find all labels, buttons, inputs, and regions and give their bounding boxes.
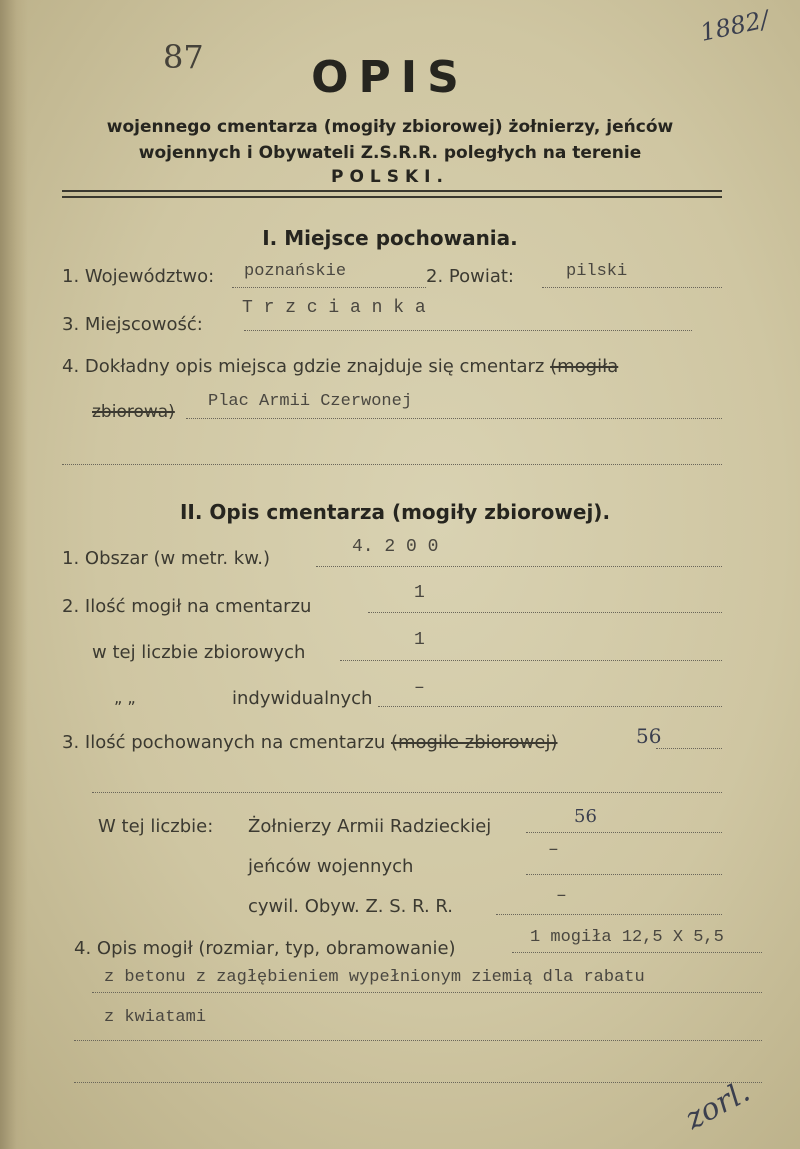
pows-line (526, 874, 722, 875)
locality-line (244, 330, 692, 331)
area-value: 4. 2 0 0 (352, 537, 439, 557)
subtitle-line-1: wojennego cmentarza (mogiły zbiorowej) żołnierzy, jeńców (106, 117, 674, 137)
country-name: POLSKI. (331, 167, 449, 187)
subtitle-line-2: wojennych i Obywateli Z.S.R.R. poległych na terenie (138, 143, 642, 163)
document-title: OPIS (311, 52, 469, 103)
buried-line-2 (92, 792, 722, 793)
collective-value: 1 (414, 630, 425, 650)
graves-line (368, 612, 722, 613)
county-value: pilski (566, 262, 628, 281)
buried-label-struck: (mogile zbiorowej) (390, 732, 558, 753)
description-label: 4. Opis mogił (rozmiar, typ, obramowanie) (74, 938, 456, 959)
buried-value: 56 (636, 724, 662, 748)
county-line (542, 287, 722, 288)
page-number: 87 (163, 38, 204, 76)
description-value-1: 1 mogiła 12,5 X 5,5 (530, 928, 724, 947)
individual-line (378, 706, 722, 707)
pows-label: jeńców wojennych (248, 856, 414, 877)
locality-value: T r z c i a n k a (242, 298, 426, 318)
graves-label: 2. Ilość mogił na cmentarzu (62, 596, 312, 617)
incl-label: W tej liczbie: (98, 816, 214, 837)
collective-line (340, 660, 722, 661)
description-value-3: z kwiatami (104, 1008, 207, 1027)
civilians-label: cywil. Obyw. Z. S. R. R. (248, 896, 454, 917)
signature-scrawl: zorl. (679, 1074, 756, 1137)
section-2-heading: II. Opis cmentarza (mogiły zbiorowej). (179, 500, 611, 524)
ditto-marks: „ „ (114, 688, 136, 707)
section-1-heading: I. Miejsce pochowania. (262, 226, 518, 250)
voivodeship-value: poznańskie (244, 262, 347, 281)
voivodeship-line (232, 287, 426, 288)
soldiers-line (526, 832, 722, 833)
soldiers-label: Żołnierzy Armii Radzieckiej (248, 816, 492, 837)
individual-label: indywidualnych (232, 688, 373, 709)
soldiers-value: 56 (574, 806, 597, 827)
area-line (316, 566, 722, 567)
buried-label (62, 732, 558, 753)
civilians-line (496, 914, 722, 915)
buried-line (656, 748, 722, 749)
individual-value: – (414, 678, 425, 698)
graves-value: 1 (414, 583, 425, 603)
description-value-2: z betonu z zagłębieniem wypełnionym ziemią dla rabatu (104, 968, 645, 987)
buried-label-text: 3. Ilość pochowanych na cmentarzu (62, 732, 386, 753)
description-line-1 (512, 952, 762, 953)
place-label-struck-2: zbiorowa) (92, 402, 175, 422)
header-rule-2 (62, 196, 722, 198)
locality-label: 3. Miejscowość: (62, 314, 203, 335)
description-line-2 (92, 992, 762, 993)
place-line-2 (62, 464, 722, 465)
corner-note: 1882/ (697, 5, 772, 47)
pows-value: – (548, 840, 559, 860)
place-value: Plac Armii Czerwonej (208, 392, 413, 411)
place-label-text: 4. Dokładny opis miejsca gdzie znajduje się cmentarz (62, 356, 545, 377)
area-label: 1. Obszar (w metr. kw.) (62, 548, 271, 569)
county-label: 2. Powiat: (426, 266, 514, 287)
collective-label: w tej liczbie zbiorowych (92, 642, 306, 663)
civilians-value: – (556, 886, 567, 906)
voivodeship-label: 1. Województwo: (62, 266, 215, 287)
place-label (62, 356, 618, 377)
description-line-3 (74, 1040, 762, 1041)
header-rule-1 (62, 190, 722, 192)
place-line (186, 418, 722, 419)
place-label-struck-1: (mogiła (550, 356, 619, 377)
description-line-4 (74, 1082, 762, 1083)
